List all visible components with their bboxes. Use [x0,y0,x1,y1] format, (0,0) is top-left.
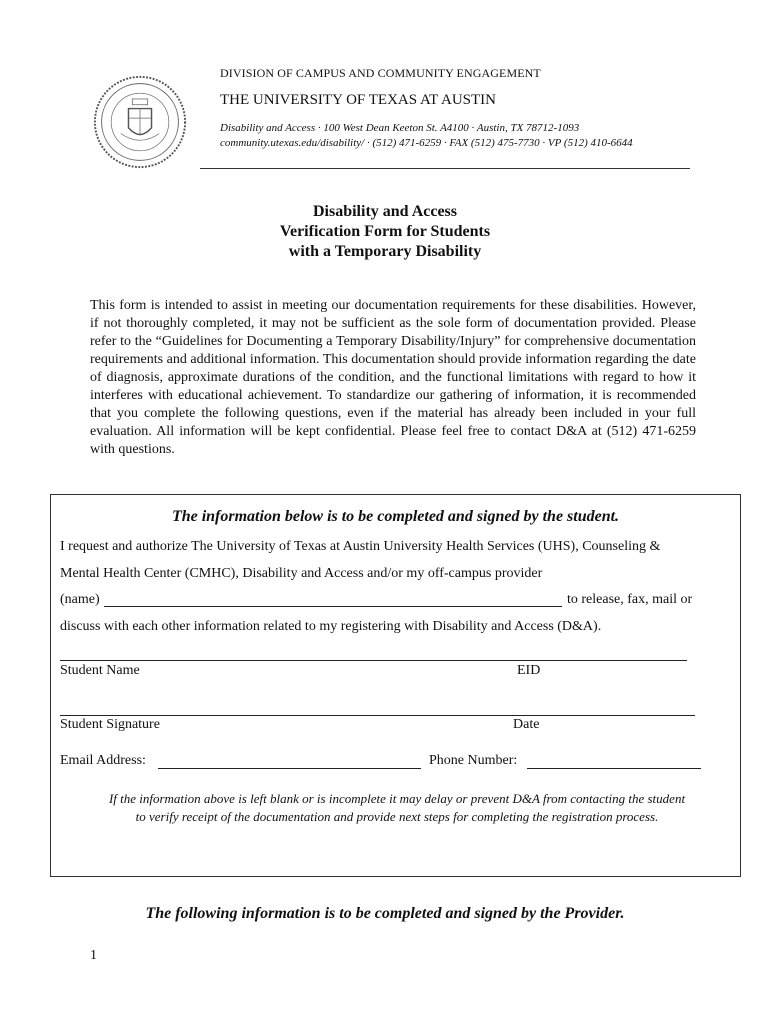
student-name-field[interactable] [60,648,687,661]
page-number: 1 [90,948,97,963]
division-name: DIVISION OF CAMPUS AND COMMUNITY ENGAGEMENT [220,66,541,80]
signature-label: Student Signature [60,717,160,732]
university-name: THE UNIVERSITY OF TEXAS AT AUSTIN [220,92,496,108]
name-suffix: to release, fax, mail or [567,592,693,607]
university-seal-icon [92,74,188,170]
incomplete-warning: If the information above is left blank or is incomplete it may delay or prevent D&A from contacting the student to verify receipt of the documentation and provide next steps for completing the registration process. [108,791,686,824]
phone-label: Phone Number: [429,753,518,768]
contact-line: community.utexas.edu/disability/ · (512) 471-6259 · FAX (512) 475-7730 · VP (512) 410-6644 [220,137,633,149]
intro-paragraph: This form is intended to assist in meeting our documentation requirements for these disabilities. However, if not thoroughly completed, it may not be sufficient as the sole form of documentation provided. Please refer to the “Guidelines for Documenting a Temporary Disability/Injury” for comprehensive documentation requirements and additional information. This documentation should provide information regarding the date of diagnosis, approximate durations of the condition, and the functional limitations with regard to how it interferes with educational achievement. To standardize our gathering of information, it is recommended that you complete the following questions, even if the material has already been included in your full evaluation. All information will be kept confidential. Please feel free to contact D&A at (512) 471-6259 with questions. [90,298,696,457]
contact-block [220,121,633,151]
consent-line-2: Mental Health Center (CMHC), Disability and Access and/or my off-campus provider [60,566,543,581]
consent-line-1: I request and authorize The University of Texas at Austin University Health Services (UHS), Counseling & [60,539,661,554]
name-prefix: (name) [60,592,100,607]
phone-field[interactable] [527,756,701,769]
date-label: Date [513,717,540,732]
email-label: Email Address: [60,753,146,768]
student-name-label: Student Name [60,663,140,678]
address-line: Disability and Access · 100 West Dean Keeton St. A4100 · Austin, TX 78712-1093 [220,122,580,134]
eid-label: EID [517,663,541,678]
consent-line-4: discuss with each other information related to my registering with Disability and Access (D&A). [60,619,602,634]
student-section-heading: The information below is to be completed and signed by the student. [171,508,620,525]
provider-section-heading: The following information is to be completed and signed by the Provider. [145,905,625,922]
provider-name-field[interactable] [104,594,562,607]
student-signature-field[interactable] [60,703,695,716]
page-title: Disability and Access Verification Form for Students with a Temporary Disability [279,203,491,260]
header-divider [200,168,690,169]
email-field[interactable] [158,756,421,769]
